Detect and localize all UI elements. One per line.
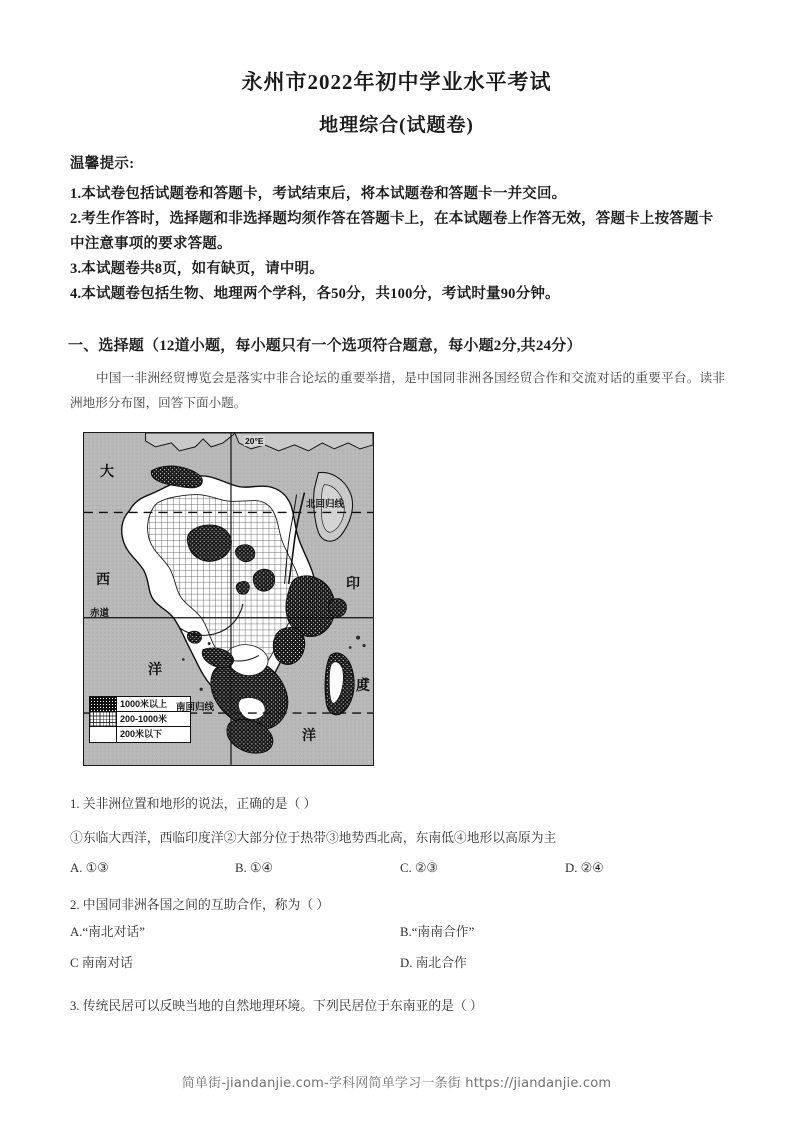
map-label-atlantic-char-2: 西 [96,571,110,587]
map-label-indian-char-2: 度 [356,677,370,693]
question-1 [70,794,730,816]
legend-swatch-mid-icon [90,712,117,726]
question-1-option-c[interactable]: C. ②③ [400,861,438,875]
question-2-options-row-1 [70,921,730,940]
legend-label-high: 1000米以上 [120,699,168,709]
map-label-tropic-of-capricorn: 南回归线 [176,702,215,713]
question-1-stem: 1. 关非洲位置和地形的说法，正确的是（ ） [70,797,317,811]
legend-row-high [90,697,190,712]
question-2-option-d[interactable]: D. 南北合作 [400,956,467,970]
question-1-option-b[interactable]: B. ①④ [235,861,273,875]
map-label-indian-char-1: 印 [346,575,360,591]
map-label-meridian: 20°E [245,436,264,446]
question-2-options-row-2 [70,952,730,971]
section-heading: 一、选择题（12道小题，每小题只有一个选项符合题意，每小题2分,共24分） [68,338,582,354]
legend-swatch-low-icon [90,727,117,742]
legend-row-low [90,727,190,742]
question-2-option-a[interactable]: A.“南北对话” [70,925,145,939]
question-1-statements-text: ①东临大西洋，西临印度洋②大部分位于热带③地势西北高，东南低④地形以高原为主 [70,831,557,845]
question-3-stem: 3. 传统民居可以反映当地的自然地理环境。下列民居位于东南亚的是（ ） [70,999,483,1013]
question-1-options [70,861,730,876]
page-title-main: 永州市2022年初中学业水平考试 [241,70,552,94]
legend-swatch-high-icon [90,697,117,711]
map-label-atlantic-char-3: 洋 [148,661,162,677]
notice-heading: 温馨提示: [70,156,135,172]
page-footer: 简单街-jiandanjie.com-学科网简单学习一条街 https://jiandanjie.com [181,1076,612,1091]
question-1-option-a[interactable]: A. ①③ [70,861,109,875]
legend-row-mid [90,712,190,727]
question-2 [70,895,730,917]
map-label-equator: 赤道 [90,608,110,619]
question-1-statements [70,828,730,850]
map-label-indian-char-3: 洋 [302,727,316,743]
question-2-stem: 2. 中国同非洲各国之间的互助合作，称为（ ） [70,898,330,912]
africa-terrain-map [83,432,374,766]
notice-block [70,152,725,307]
question-1-option-d[interactable]: D. ②④ [565,861,604,875]
section-intro-paragraph: 中国一非洲经贸博览会是落实中非合论坛的重要举措，是中国同非洲各国经贸合作和交流对话的重要平台。读非洲地形分布图，回答下面小题。 [70,371,725,410]
question-3 [70,996,730,1018]
question-2-option-c[interactable]: C 南南对话 [70,956,133,970]
legend-label-mid: 200-1000米 [120,714,168,724]
legend-label-low: 200米以下 [120,729,163,739]
question-2-option-b[interactable]: B.“南南合作” [400,925,475,939]
map-label-atlantic-char-1: 大 [100,463,114,479]
page-title-sub: 地理综合(试题卷) [319,115,474,136]
notice-line-4: 4.本试题卷包括生物、地理两个学科，各50分，共100分，考试时量90分钟。 [70,285,560,302]
notice-line-2: 2.考生作答时，选择题和非选择题均须作答在答题卡上，在本试题卷上作答无效，答题卡上按答题卡中注意事项的要求答题。 [70,210,714,252]
notice-line-3: 3.本试题卷共8页，如有缺页，请中明。 [70,260,324,277]
notice-line-1: 1.本试卷包括试题卷和答题卡，考试结束后，将本试题卷和答题卡一并交回。 [70,186,567,202]
map-label-tropic-of-cancer: 北回归线 [306,499,345,510]
